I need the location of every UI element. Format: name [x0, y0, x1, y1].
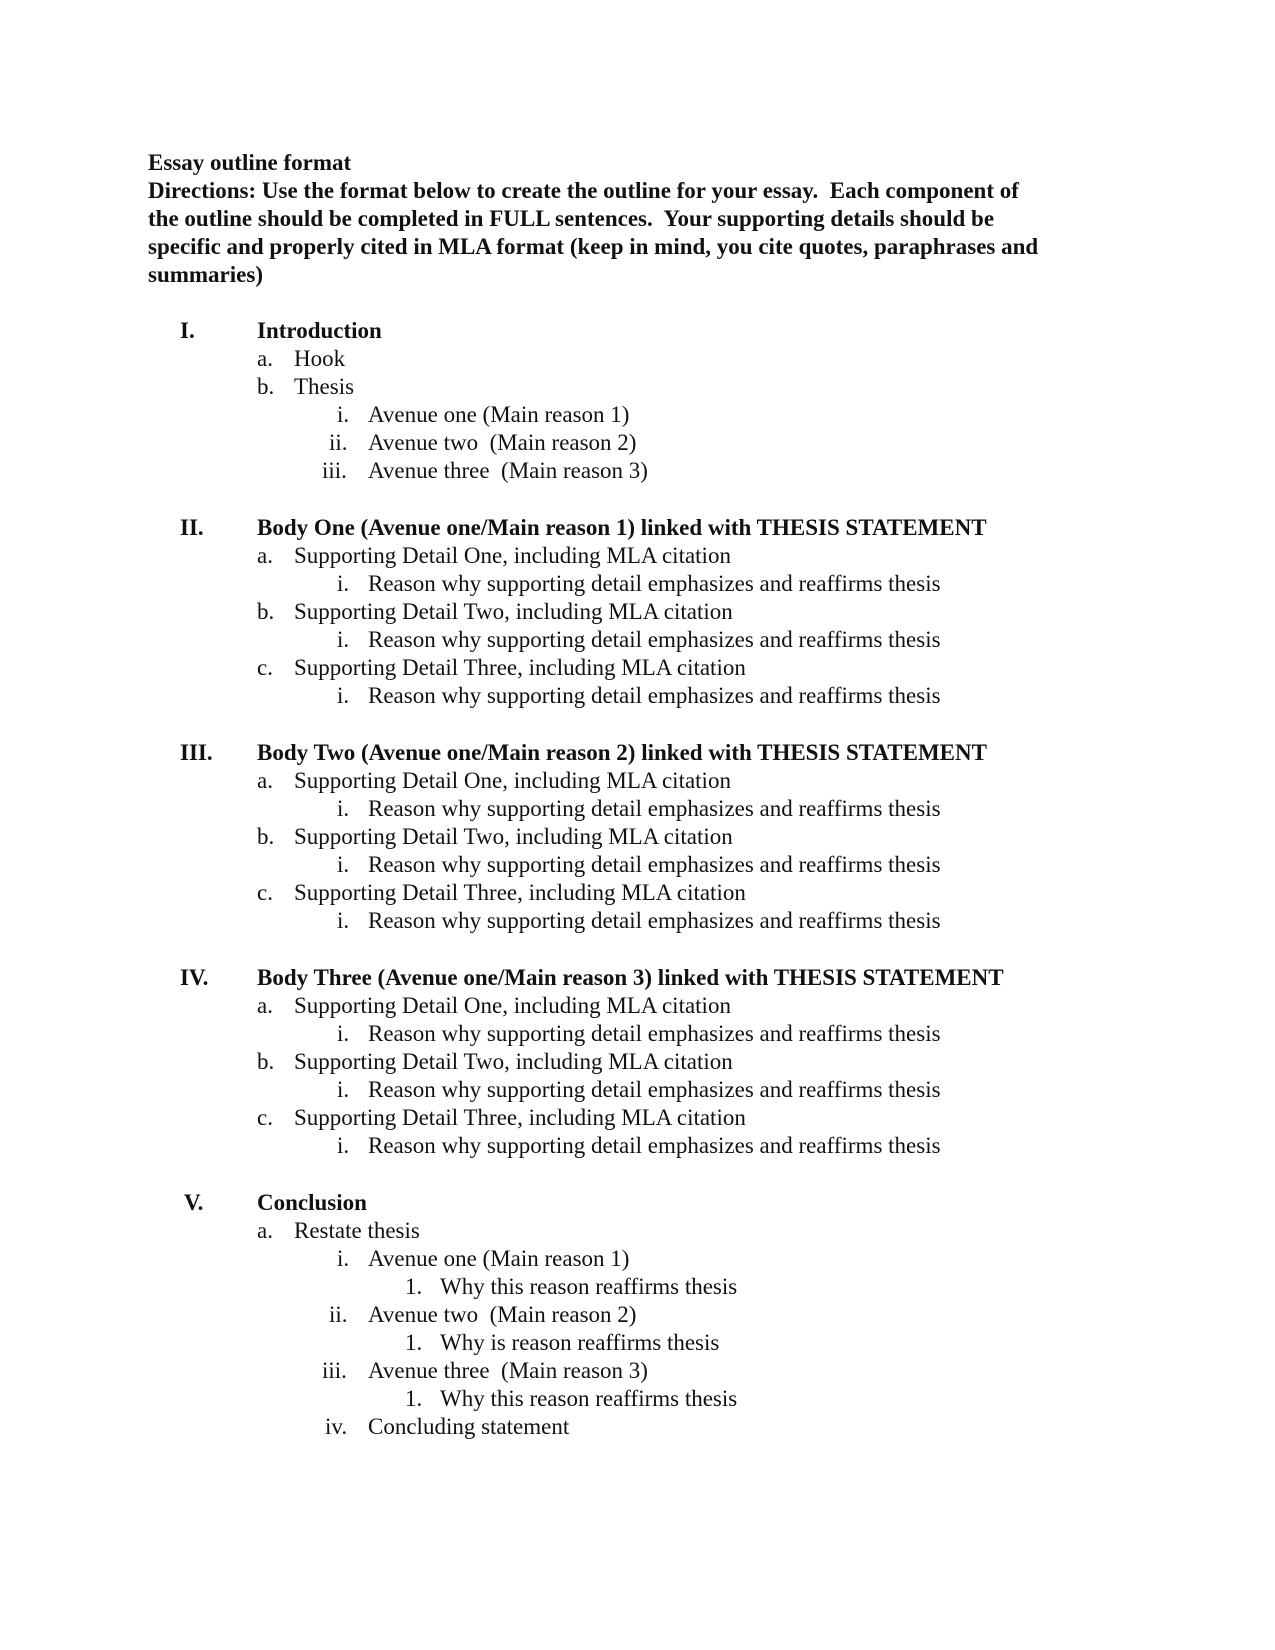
item-marker: a.	[257, 993, 273, 1018]
directions-line-1: Directions: Use the format below to create the outline for your essay. Each component of	[148, 178, 1019, 203]
subitem-marker: i.	[337, 683, 350, 708]
item-marker: a.	[257, 346, 273, 371]
subsubitem-marker: 1.	[405, 1274, 423, 1299]
subitem-marker: iv.	[325, 1414, 348, 1439]
item-text: Thesis	[294, 374, 355, 399]
subitem-marker: i.	[337, 1133, 350, 1158]
section-heading: Conclusion	[257, 1190, 367, 1215]
section-heading: Body Two (Avenue one/Main reason 2) linked with THESIS STATEMENT	[257, 740, 987, 765]
subitem-text: Avenue two (Main reason 2)	[368, 430, 637, 455]
subitem-text: Avenue three (Main reason 3)	[368, 1358, 648, 1383]
subsubitem-marker: 1.	[405, 1330, 423, 1355]
item-text: Supporting Detail Two, including MLA citation	[294, 599, 733, 624]
subitem-text: Reason why supporting detail emphasizes and reaffirms thesis	[368, 1021, 941, 1046]
subitem-text: Avenue one (Main reason 1)	[368, 1246, 630, 1271]
item-marker: b.	[257, 824, 275, 849]
subitem-text: Reason why supporting detail emphasizes and reaffirms thesis	[368, 908, 941, 933]
section-numeral: I.	[180, 318, 195, 343]
section-heading: Body Three (Avenue one/Main reason 3) linked with THESIS STATEMENT	[257, 965, 1004, 990]
item-text: Supporting Detail One, including MLA citation	[294, 543, 731, 568]
subitem-text: Reason why supporting detail emphasizes and reaffirms thesis	[368, 1077, 941, 1102]
subitem-marker: i.	[337, 627, 350, 652]
item-marker: c.	[257, 655, 273, 680]
item-marker: b.	[257, 1049, 275, 1074]
item-marker: b.	[257, 599, 275, 624]
item-text: Hook	[294, 346, 346, 371]
item-marker: c.	[257, 1105, 273, 1130]
section-heading: Body One (Avenue one/Main reason 1) linked with THESIS STATEMENT	[257, 515, 987, 540]
subitem-marker: i.	[337, 402, 350, 427]
subitem-text: Reason why supporting detail emphasizes and reaffirms thesis	[368, 796, 941, 821]
subitem-text: Avenue three (Main reason 3)	[368, 458, 648, 483]
section-numeral: V.	[184, 1190, 204, 1215]
subitem-text: Reason why supporting detail emphasizes and reaffirms thesis	[368, 683, 941, 708]
subitem-text: Reason why supporting detail emphasizes and reaffirms thesis	[368, 571, 941, 596]
item-marker: a.	[257, 768, 273, 793]
item-text: Supporting Detail Three, including MLA citation	[294, 880, 746, 905]
section-numeral: II.	[180, 515, 204, 540]
subitem-text: Avenue one (Main reason 1)	[368, 402, 630, 427]
subitem-text: Reason why supporting detail emphasizes and reaffirms thesis	[368, 852, 941, 877]
item-text: Restate thesis	[294, 1218, 420, 1243]
item-text: Supporting Detail Two, including MLA citation	[294, 1049, 733, 1074]
subitem-marker: iii.	[322, 458, 347, 483]
subitem-marker: ii.	[329, 1302, 348, 1327]
item-marker: b.	[257, 374, 275, 399]
item-marker: a.	[257, 543, 273, 568]
directions-line-4: summaries)	[148, 262, 263, 287]
subitem-text: Reason why supporting detail emphasizes and reaffirms thesis	[368, 1133, 941, 1158]
subitem-marker: i.	[337, 1246, 350, 1271]
subsubitem-text: Why is reason reaffirms thesis	[440, 1330, 720, 1355]
subsubitem-marker: 1.	[405, 1386, 423, 1411]
document-title: Essay outline format	[148, 150, 352, 175]
subitem-text: Concluding statement	[368, 1414, 570, 1439]
item-text: Supporting Detail Three, including MLA citation	[294, 655, 746, 680]
subitem-marker: i.	[337, 908, 350, 933]
subsubitem-text: Why this reason reaffirms thesis	[440, 1274, 738, 1299]
item-text: Supporting Detail Three, including MLA citation	[294, 1105, 746, 1130]
subitem-marker: ii.	[329, 430, 348, 455]
subitem-marker: i.	[337, 852, 350, 877]
section-heading: Introduction	[257, 318, 382, 343]
subitem-marker: i.	[337, 1021, 350, 1046]
item-marker: a.	[257, 1218, 273, 1243]
subitem-marker: i.	[337, 571, 350, 596]
item-text: Supporting Detail One, including MLA citation	[294, 993, 731, 1018]
subitem-marker: iii.	[322, 1358, 347, 1383]
subsubitem-text: Why this reason reaffirms thesis	[440, 1386, 738, 1411]
section-numeral: III.	[180, 740, 213, 765]
section-numeral: IV.	[180, 965, 209, 990]
directions-line-3: specific and properly cited in MLA format (keep in mind, you cite quotes, paraphrases and	[148, 234, 1039, 259]
item-text: Supporting Detail Two, including MLA citation	[294, 824, 733, 849]
subitem-marker: i.	[337, 1077, 350, 1102]
item-marker: c.	[257, 880, 273, 905]
subitem-text: Reason why supporting detail emphasizes and reaffirms thesis	[368, 627, 941, 652]
subitem-text: Avenue two (Main reason 2)	[368, 1302, 637, 1327]
item-text: Supporting Detail One, including MLA citation	[294, 768, 731, 793]
subitem-marker: i.	[337, 796, 350, 821]
directions-line-2: the outline should be completed in FULL sentences. Your supporting details should be	[148, 206, 995, 231]
